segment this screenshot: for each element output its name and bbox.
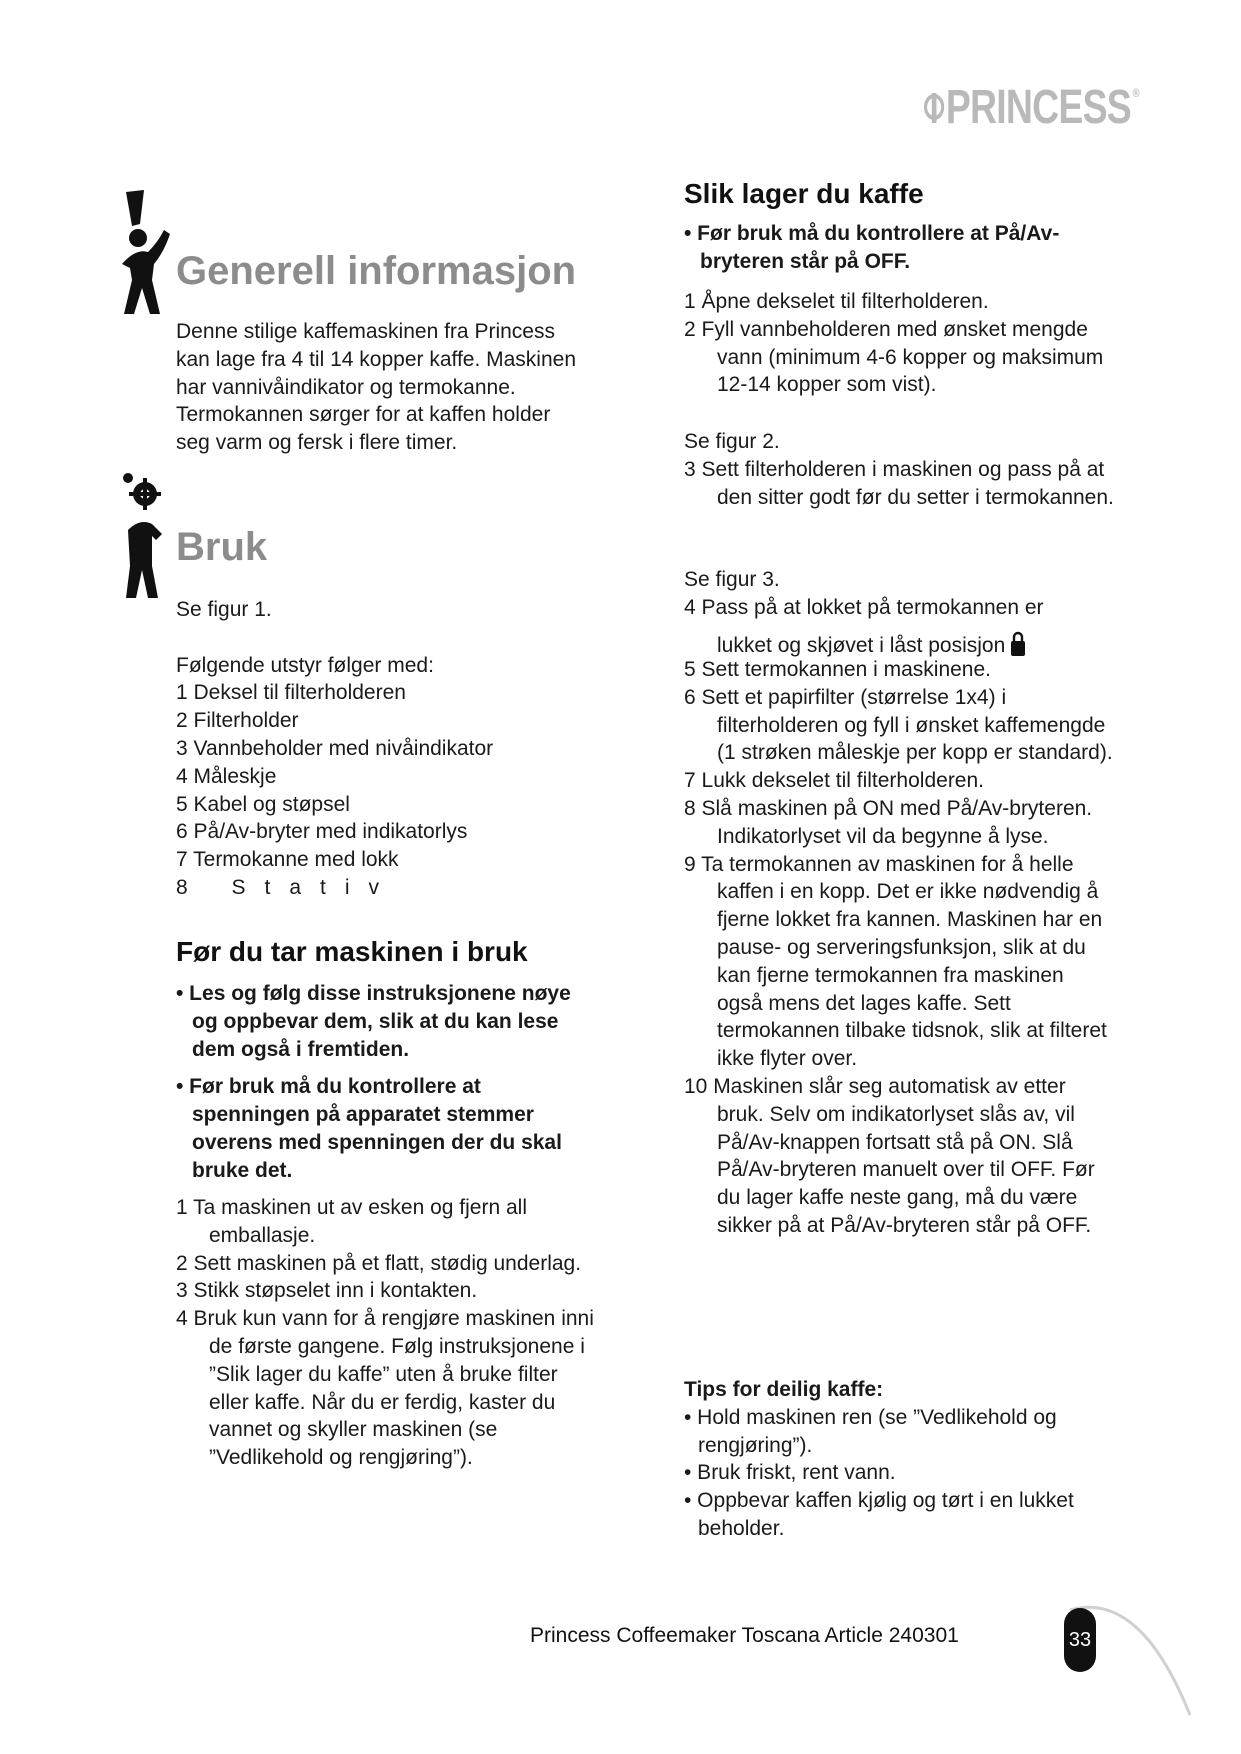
make-steps-a	[684, 288, 1114, 399]
see-figure-2: Se figur 2.	[684, 430, 780, 453]
make-steps-fig2	[684, 428, 1114, 511]
general-body-line: kan lage fra 4 til 14 kopper kaffe. Maskinen	[176, 347, 577, 371]
make-coffee-title: Slik lager du kaffe	[684, 178, 924, 209]
before-use-title: Før du tar maskinen i bruk	[176, 936, 528, 967]
general-body-line: seg varm og fersk i flere timer.	[176, 431, 458, 455]
princess-logo	[924, 82, 1139, 132]
included-item: 5 Kabel og støpsel	[176, 792, 350, 816]
bruk-title: Bruk	[176, 525, 268, 569]
make-step: 10 Maskinen slår seg automatisk av etter bruk. Selv om indikatorlyset slås av, vil På/Av-knappen fortsatt stå på ON. Slå På/Av-bryteren manuelt over til OFF. Før du lager kaffe neste gang, må du være sikker på at På/Av-bryteren står på OFF.	[684, 1074, 1095, 1237]
general-info-title: Generell informasjon	[176, 249, 577, 293]
included-intro: Følgende utstyr følger med:	[176, 653, 434, 677]
make-step-4-text: lukket og skjøvet i låst posisjon	[717, 633, 1006, 657]
tip-item: • Oppbevar kaffen kjølig og tørt i en lukket beholder.	[684, 1489, 1074, 1540]
tips-title: Tips for deilig kaffe:	[684, 1378, 884, 1401]
tip-item: • Hold maskinen ren (se ”Vedlikehold og rengjøring”).	[684, 1405, 1057, 1457]
make-step: 9 Ta termokannen av maskinen for å helle kaffen i en kopp. Det er ikke nødvendig å fjerne lokket fra kannen. Maskinen har en pause- og serveringsfunksjon, slik at du kan fjerne termokannen fra maskinen også mens det lages kaffe. Sett termokannen tilbake tidsnok, slik at filteret ikke flyter over.	[684, 852, 1107, 1071]
included-item: 2 Filterholder	[176, 709, 299, 733]
included-item: 7 Termokanne med lokk	[176, 848, 399, 872]
general-body-line: har vannivåindikator og termokanne.	[176, 375, 516, 399]
make-step: 6 Sett et papirfilter (størrelse 1x4) i filterholderen og fyll i ønsket kaffemengde (1 strøken måleskje per kopp er standard).	[684, 685, 1113, 765]
tip-item: • Bruk friskt, rent vann.	[684, 1461, 896, 1485]
make-step-4-line1: 4 Pass på at lokket på termokannen er	[684, 595, 1044, 619]
bruk-body	[176, 596, 616, 902]
make-bullet: • Før bruk må du kontrollere at På/Av-bryteren står på OFF.	[684, 222, 1060, 273]
make-steps-b	[684, 656, 1114, 1240]
make-steps-fig3	[684, 566, 1114, 659]
included-item: 6 På/Av-bryter med indikatorlys	[176, 820, 468, 844]
logo-registered-mark: ®	[1132, 86, 1139, 100]
included-item: 4 Måleskje	[176, 764, 277, 788]
included-item: 1 Deksel til filterholderen	[176, 681, 406, 705]
before-step: 2 Sett maskinen på et flatt, stødig underlag.	[176, 1251, 582, 1275]
make-step-4-line2	[684, 630, 1114, 660]
princess-crown-icon	[924, 87, 944, 127]
make-step: 8 Slå maskinen på ON med På/Av-bryteren. Indikatorlyset vil da begynne å lyse.	[684, 796, 1093, 848]
logo-text: PRINCESS	[945, 80, 1132, 134]
general-body-line: Denne stilige kaffemaskinen fra Princess	[176, 320, 555, 343]
make-step: 5 Sett termokannen i maskinene.	[684, 658, 992, 681]
before-bullet: • Før bruk må du kontrollere at spenningen på apparatet stemmer overens med spenningen der du skal bruke det.	[176, 1075, 562, 1182]
page-number: 33	[1064, 1608, 1096, 1672]
make-coffee-bullet	[684, 220, 1094, 276]
general-body-line: Termokannen sørger for at kaffen holder	[176, 403, 551, 427]
make-step: 3 Sett filterholderen i maskinen og pass på at den sitter godt før du setter i termokannen.	[684, 457, 1114, 509]
lock-icon	[1011, 630, 1025, 656]
see-figure-1: Se figur 1.	[176, 598, 272, 621]
tips-block	[684, 1376, 1114, 1543]
before-step: 1 Ta maskinen ut av esken og fjern all emballasje.	[176, 1196, 527, 1247]
footer-text: Princess Coffeemaker Toscana Article 240301	[530, 1624, 959, 1647]
included-item: 8 Stativ	[176, 875, 399, 899]
before-step: 4 Bruk kun vann for å rengjøre maskinen inni de første gangene. Følg instruksjonene i ”Slik lager du kaffe” uten å bruke filter eller kaffe. Når du er ferdig, kaster du vannet og skyller maskinen (se ”Vedlikehold og rengjøring”).	[176, 1307, 594, 1470]
warning-figure-icon	[118, 190, 174, 316]
make-step: 7 Lukk dekselet til filterholderen.	[684, 769, 984, 793]
gear-figure-icon	[118, 470, 174, 600]
included-item: 3 Vannbeholder med nivåindikator	[176, 736, 494, 760]
make-step: 1 Åpne dekselet til filterholderen.	[684, 290, 989, 313]
before-step: 3 Stikk støpselet inn i kontakten.	[176, 1279, 478, 1303]
before-use-bullets	[176, 980, 596, 1185]
general-info-body	[176, 318, 616, 457]
make-step: 2 Fyll vannbeholderen med ønsket mengde vann (minimum 4-6 kopper og maksimum 12-14 kopper som vist).	[684, 317, 1104, 397]
before-use-steps	[176, 1194, 596, 1472]
before-bullet: • Les og følg disse instruksjonene nøye og oppbevar dem, slik at du kan lese dem også i fremtiden.	[176, 982, 571, 1061]
see-figure-3: Se figur 3.	[684, 568, 780, 591]
